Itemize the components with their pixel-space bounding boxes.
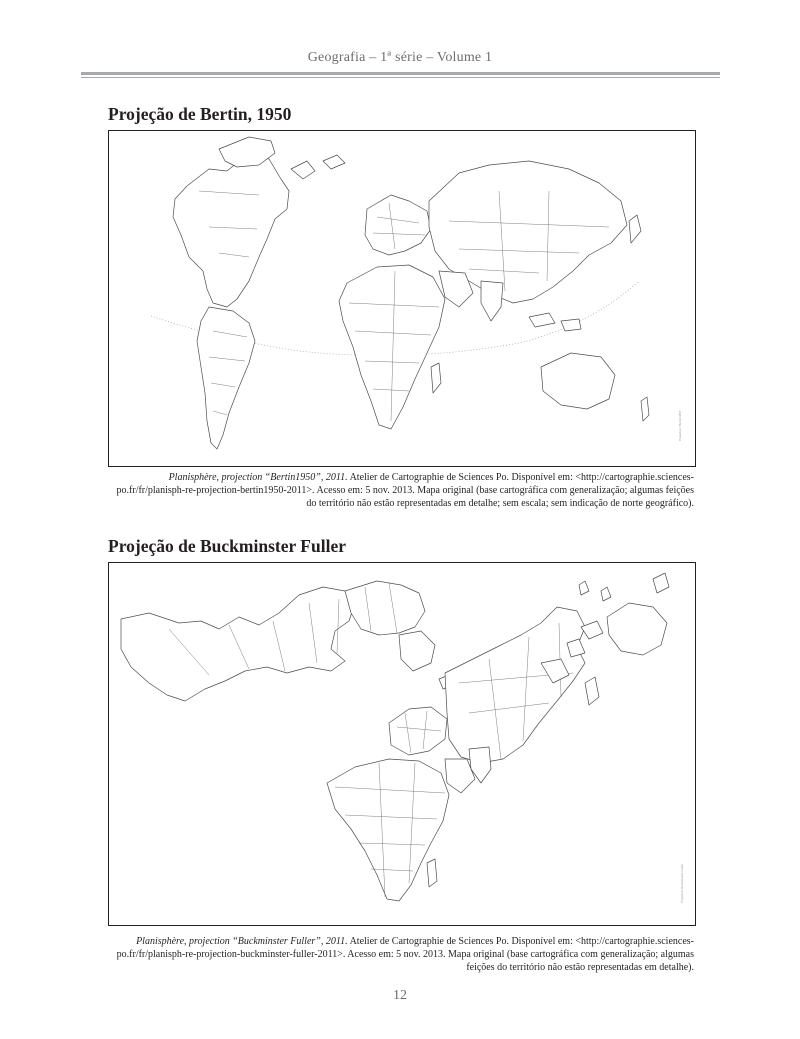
- fuller-madagascar: [427, 859, 437, 887]
- bertin-arctic-island-2: [323, 155, 345, 169]
- bertin-arctic-island-1: [291, 161, 315, 179]
- fuller-caption-source-title: Planisphère, projection “Buckminster Fuller”, 2011.: [136, 936, 348, 947]
- bertin-africa: [339, 265, 445, 429]
- fuller-asia: [445, 607, 585, 763]
- fuller-pacific-islands: [579, 581, 589, 595]
- fuller-americas: [121, 587, 355, 701]
- bertin-india: [481, 281, 503, 321]
- bertin-south-america: [197, 307, 255, 449]
- bertin-map-frame: [108, 130, 696, 467]
- fuller-caption-text: Atelier de Cartographie de Sciences Po. Disponível em: <http://cartographie.sciences-po.fr/fr/planisph-re-projection-buckminster-fuller-2011>. Acesso em: 5 nov. 2013. Mapa original (base cartográfica com generalização; algumas feições do território não estão representadas em detalhe).: [116, 936, 694, 973]
- fuller-island-2: [601, 587, 611, 601]
- fuller-japan: [585, 677, 599, 705]
- bertin-world-map: [109, 131, 695, 466]
- bertin-map-title: Projeção de Bertin, 1950: [108, 104, 292, 124]
- bertin-indonesia-1: [529, 313, 555, 327]
- fuller-map-frame: [108, 562, 696, 926]
- fuller-new-guinea: [581, 621, 603, 639]
- bertin-new-zealand: [641, 397, 649, 421]
- header-rule-thick: [81, 72, 720, 75]
- fuller-world-map: [109, 563, 695, 925]
- bertin-north-america: [173, 153, 289, 307]
- bertin-japan: [629, 215, 641, 243]
- header-rule-thin: [81, 77, 720, 78]
- fuller-map-credit: Projection Buckminster Fuller: [680, 863, 684, 903]
- bertin-map-caption: [108, 471, 694, 510]
- fuller-map-caption: [108, 935, 694, 974]
- fuller-australia: [607, 603, 667, 655]
- fuller-greenland: [399, 631, 435, 671]
- bertin-australia: [541, 353, 615, 409]
- bertin-indonesia-2: [561, 319, 581, 331]
- bertin-caption-source-title: Planisphère, projection “Bertin1950”, 2011.: [168, 472, 348, 483]
- bertin-europe: [365, 195, 431, 255]
- running-head: Geografia – 1ª série – Volume 1: [307, 50, 493, 65]
- fuller-map-title: Projeção de Buckminster Fuller: [108, 536, 346, 556]
- fuller-new-zealand: [653, 573, 669, 593]
- bertin-madagascar: [431, 363, 441, 393]
- fuller-europe: [389, 707, 447, 755]
- bertin-caption-text: Atelier de Cartographie de Sciences Po. Disponível em: <http://cartographie.sciences-po.fr/fr/planisph-re-projection-bertin1950-2011>. Acesso em: 5 nov. 2013. Mapa original (base cartográfica com generalização; algumas feições do território não estão representadas em detalhe; sem escala; sem indicação de norte geográfico).: [116, 472, 694, 509]
- bertin-map-credit: Projection "Bertin1950": [678, 410, 682, 441]
- page-number: 12: [393, 988, 407, 1003]
- fuller-north-america-central: [345, 581, 425, 635]
